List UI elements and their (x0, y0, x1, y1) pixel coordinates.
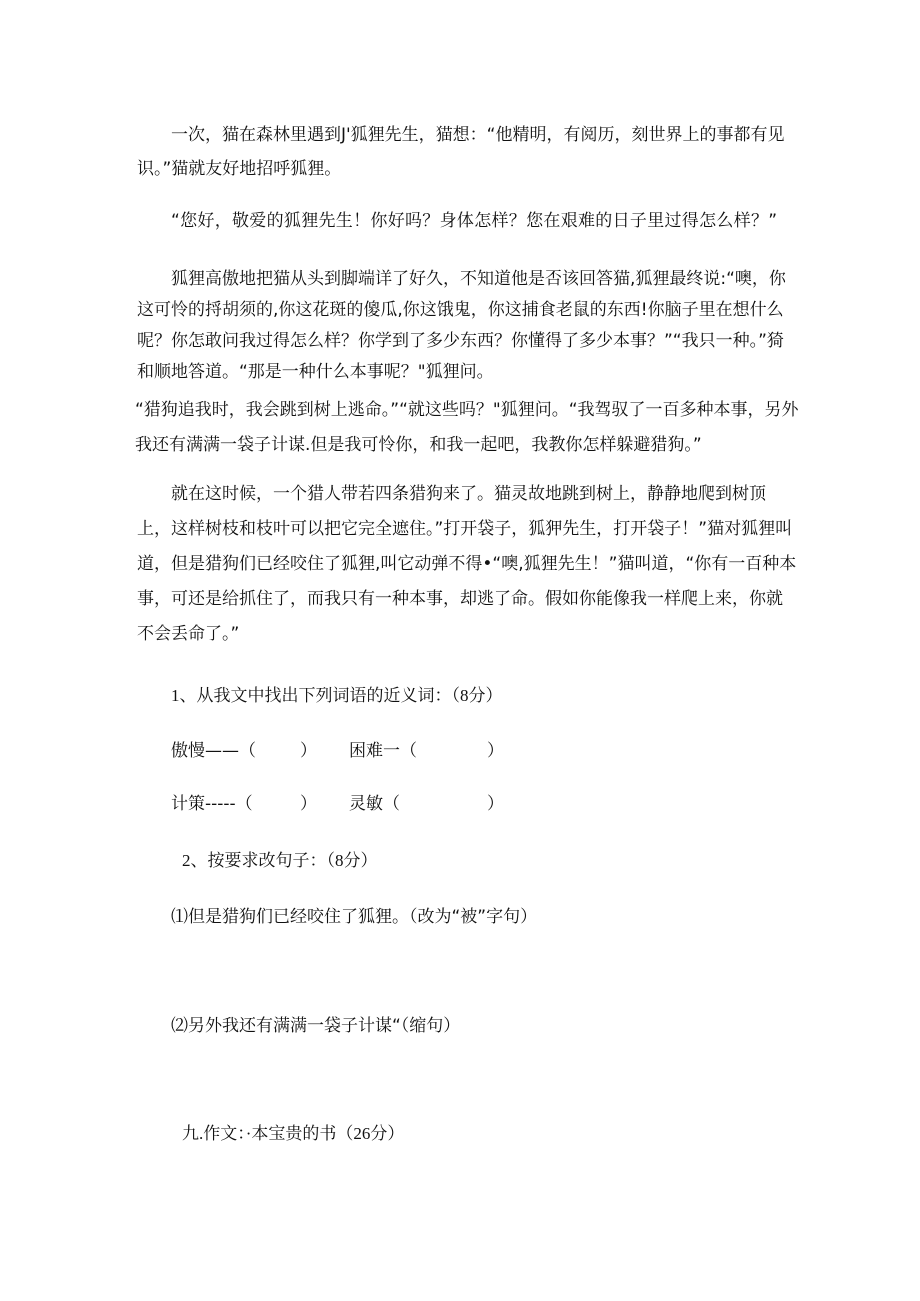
question-9-title: 九.作文：·本宝贵的书（26分） (182, 1124, 405, 1143)
question-2-item-2: ⑵另外我还有满满一袋子计谋“（缩句） (171, 1016, 461, 1036)
passage-paragraph-3: 狐狸高傲地把猫从头到脚端详了好久，不知道他是否该回答猫,狐狸最终说:“噢，你这可怜的捋胡须的,你这花斑的傻瓜,你这饿鬼，你这捕食老鼠的东西!你脑子里在想什么呢？你怎敢问我过得怎么样？你学到了多少东西？你懂得了多少本事？”“我只一种。”猗和顺地答道。“那是一种什么本事呢？"狐狸问。 (137, 269, 786, 382)
synonym-item-jice: 计策-----（ (171, 794, 253, 814)
synonym-item-aoman: 傲慢——（ (171, 741, 256, 761)
question-2-title: 2、按要求改句子：（8分） (182, 851, 378, 870)
passage-paragraph-1: 一次，猫在森林里遇到J'狐狸先生，猫想：“他精明，有阅历，刻世界上的事都有见识。”猫就友好地招呼狐狸。 (137, 125, 785, 179)
synonym-close-aoman: ） (300, 741, 317, 761)
passage-paragraph-2: “您好，敬爱的狐狸先生！你好吗？身体怎样？您在艰难的日子里过得怎么样？” (171, 211, 778, 231)
question-2-item-1: ⑴但是猎狗们已经咬住了狐狸。（改为“被”字句） (171, 907, 538, 927)
synonym-item-lingmin: 灵敏（ (349, 794, 400, 814)
synonym-close-kunnan: ） (487, 741, 504, 761)
passage-paragraph-5: 就在这时候，一个猎人带若四条猎狗来了。猫灵故地跳到树上，静静地爬到树顶上，这样树枝和枝叶可以把它完全遮住。”打开袋子，狐狎先生，打开袋子！”猫对狐狸叫道，但是猎狗们已经咬住了狐狸,叫它动弹不得•“噢,狐狸先生！”猫叫道，“你有一百种本事，可还是给抓住了，而我只有一种本事，却逃了命。假如你能像我一样爬上来，你就不会丢命了。” (137, 484, 797, 644)
passage-paragraph-4: “猎狗追我时，我会跳到树上逃命。”“就这些吗？"狐狸问。“我驾驭了一百多种本事，另外我还有满满一袋子计谋.但是我可怜你，和我一起吧，我教你怎样躲避猎狗。” (135, 400, 799, 455)
synonym-close-lingmin: ） (487, 794, 504, 814)
synonym-item-kunnan: 困难一（ (349, 741, 417, 761)
question-1-title: 1、从我文中找出下列词语的近义词：（8分） (171, 686, 503, 705)
synonym-close-jice: ） (300, 794, 317, 814)
